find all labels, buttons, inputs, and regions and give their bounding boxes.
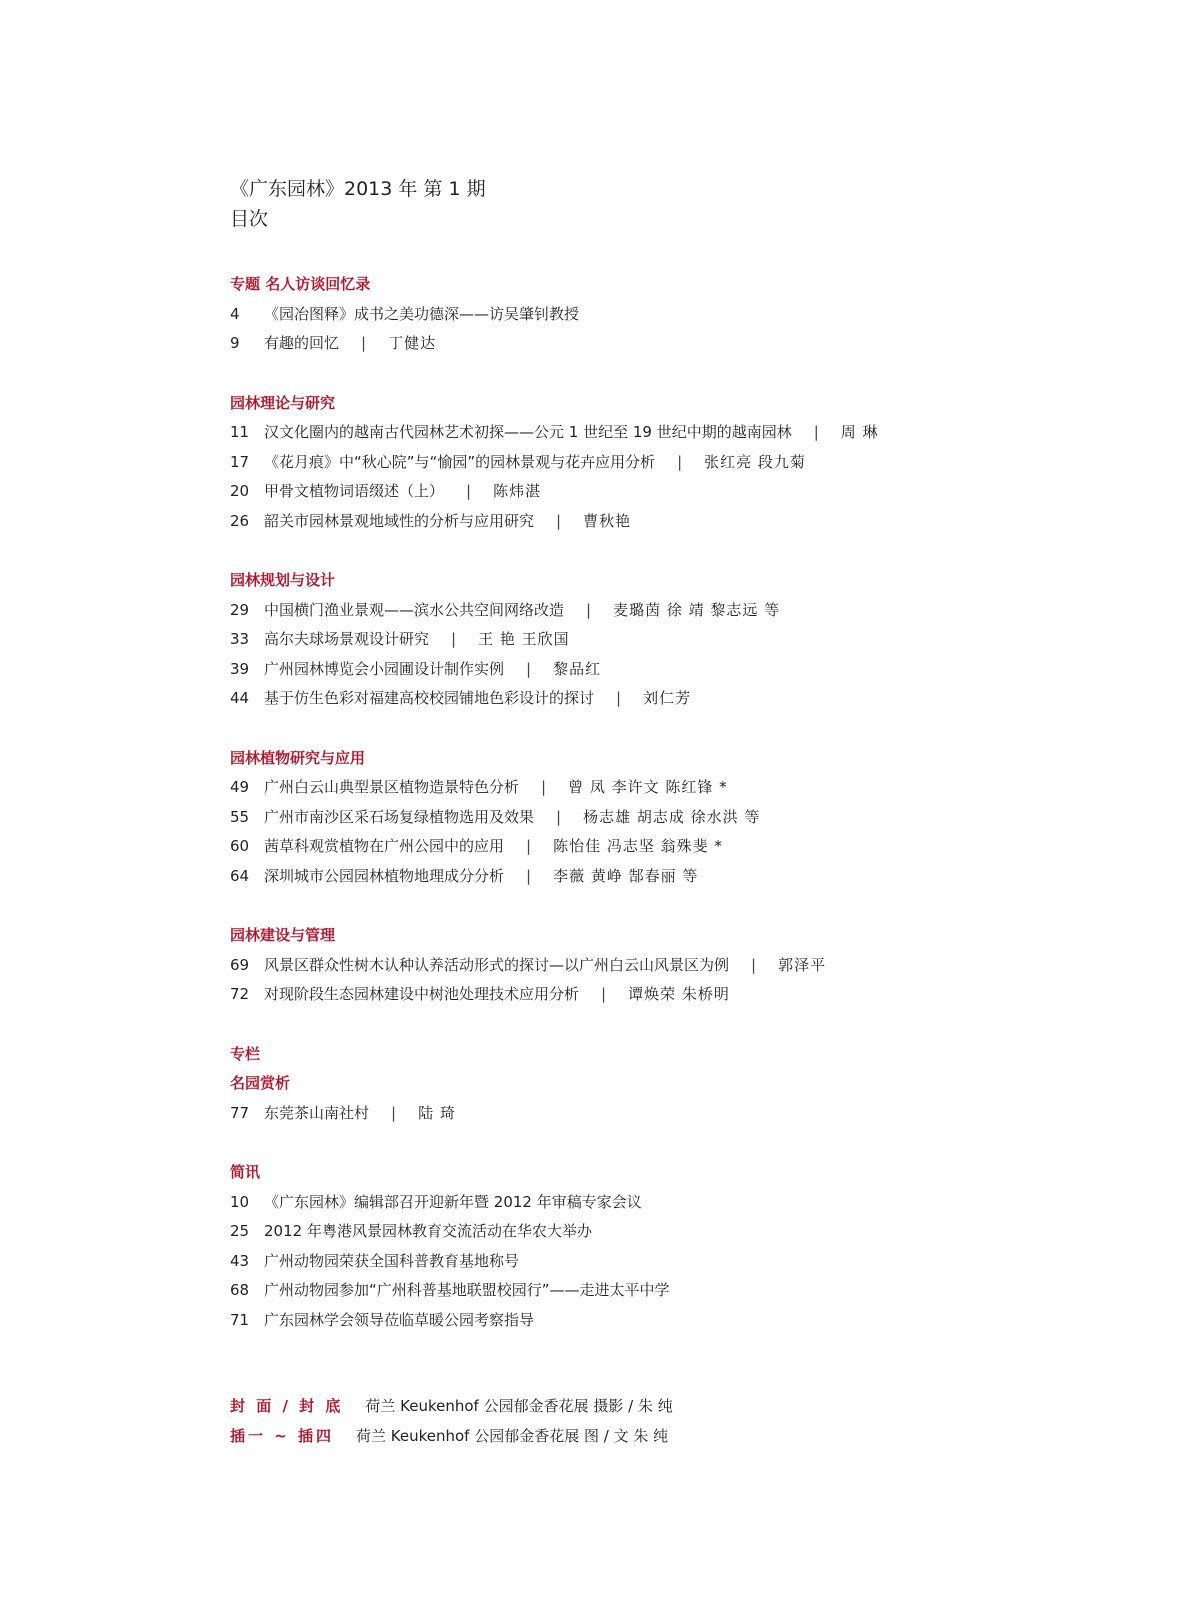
credit-text: 荷兰 Keukenhof 公园郁金香花展 图 / 文 朱 纯 [356, 1426, 669, 1445]
section-heading: 园林建设与管理 [230, 926, 336, 944]
entry-title: 《花月痕》中“秋心院”与“愉园”的园林景观与花卉应用分析 [264, 452, 656, 471]
toc-entry[interactable] [230, 832, 1130, 862]
entry-title: 有趣的回忆 [264, 334, 340, 352]
entry-authors: 陈炜湛 [493, 482, 542, 500]
credit-label: 封 面 / 封 底 [230, 1397, 344, 1415]
entry-separator: | [601, 985, 607, 1003]
entry-page-number: 72 [230, 985, 250, 1003]
entry-authors: 陈怡佳 冯志坚 翁殊斐 * [553, 837, 723, 855]
entry-authors: 张红亮 段九菊 [704, 452, 806, 471]
entry-separator: | [751, 955, 757, 974]
entry-title: 东莞茶山南社村 [264, 1103, 370, 1122]
entry-page-number: 9 [230, 334, 240, 352]
credit-line [230, 1422, 673, 1452]
entry-authors: 杨志雄 胡志成 徐水洪 等 [583, 807, 761, 826]
section-heading: 园林理论与研究 [230, 393, 336, 412]
entry-title: 基于仿生色彩对福建高校校园铺地色彩设计的探讨 [264, 689, 595, 707]
toc-entry[interactable] [230, 980, 1130, 1010]
credit-line [230, 1392, 673, 1422]
entry-authors: 周 琳 [840, 423, 879, 441]
entry-title: 《园冶图释》成书之美功德深——访吴肇钊教授 [264, 304, 580, 323]
entry-separator: | [526, 837, 532, 855]
journal-title: 《广东园林》2013 年 第 1 期 [230, 178, 486, 200]
entry-title: 广州市南沙区采石场复绿植物选用及效果 [264, 807, 535, 826]
entry-authors: 曹秋艳 [583, 511, 632, 530]
entry-separator: | [451, 630, 457, 648]
section-heading: 园林规划与设计 [230, 571, 336, 589]
section-heading: 专题 名人访谈回忆录 [230, 275, 371, 293]
entry-title: 中国横门渔业景观——滨水公共空间网络改造 [264, 600, 565, 619]
entry-title: 对现阶段生态园林建设中树池处理技术应用分析 [264, 985, 580, 1003]
entry-page-number: 17 [230, 452, 250, 471]
entry-authors: 刘仁芳 [643, 689, 692, 707]
toc-entry[interactable] [230, 803, 1130, 833]
toc-entry[interactable] [230, 1099, 1130, 1129]
entry-title: 汉文化圈内的越南古代园林艺术初探——公元 1 世纪至 19 世纪中期的越南园林 [264, 423, 792, 441]
entry-title: 甲骨文植物词语缀述（上） [264, 482, 445, 500]
toc-page [230, 174, 1130, 1365]
entry-page-number: 4 [230, 304, 240, 323]
toc-sections [230, 270, 1130, 1335]
entry-authors: 郭泽平 [778, 955, 827, 974]
entry-title: 广东园林学会领导莅临草暖公园考察指导 [264, 1310, 535, 1329]
credit-text: 荷兰 Keukenhof 公园郁金香花展 摄影 / 朱 纯 [365, 1397, 673, 1415]
entry-authors: 黎品红 [553, 659, 602, 678]
credit-label: 插一 ~ 插四 [230, 1426, 335, 1445]
toc-entry[interactable] [230, 773, 1130, 803]
entry-title: 茜草科观赏植物在广州公园中的应用 [264, 837, 505, 855]
entry-title: 高尔夫球场景观设计研究 [264, 630, 430, 648]
entry-authors: 曾 凤 李许文 陈红锋 * [568, 778, 728, 796]
entry-authors: 陆 琦 [418, 1103, 456, 1122]
entry-separator: | [361, 334, 367, 352]
toc-entry[interactable] [230, 329, 1130, 359]
toc-entry[interactable] [230, 418, 1130, 448]
toc-section [230, 1040, 1130, 1129]
entry-page-number: 69 [230, 955, 250, 974]
toc-section [230, 744, 1130, 892]
toc-entry[interactable] [230, 300, 1130, 330]
entry-page-number: 43 [230, 1251, 250, 1270]
toc-entry[interactable] [230, 507, 1130, 537]
toc-entry[interactable] [230, 655, 1130, 685]
entry-page-number: 64 [230, 866, 250, 885]
entry-authors: 谭焕荣 朱桥明 [628, 985, 730, 1003]
entry-page-number: 39 [230, 659, 250, 678]
entry-separator: | [526, 866, 532, 885]
entry-authors: 王 艳 王欣国 [478, 630, 570, 648]
section-heading: 专栏 [230, 1044, 261, 1063]
entry-page-number: 49 [230, 778, 250, 796]
entry-page-number: 29 [230, 600, 250, 619]
section-subheading: 名园赏析 [230, 1074, 291, 1092]
entry-title: 《广东园林》编辑部召开迎新年暨 2012 年审稿专家会议 [264, 1192, 642, 1211]
entry-page-number: 71 [230, 1310, 250, 1329]
toc-entry[interactable] [230, 1188, 1130, 1218]
toc-entry[interactable] [230, 1276, 1130, 1306]
entry-page-number: 11 [230, 423, 250, 441]
toc-section [230, 1158, 1130, 1335]
entry-title: 广州动物园荣获全国科普教育基地称号 [264, 1251, 520, 1270]
entry-page-number: 60 [230, 837, 250, 855]
toc-label: 目次 [230, 208, 269, 230]
entry-title: 广州白云山典型景区植物造景特色分析 [264, 778, 520, 796]
entry-separator: | [391, 1103, 397, 1122]
entry-title: 广州园林博览会小园圃设计制作实例 [264, 659, 505, 678]
toc-entry[interactable] [230, 684, 1130, 714]
toc-section [230, 389, 1130, 537]
entry-page-number: 25 [230, 1222, 250, 1240]
entry-separator: | [556, 807, 562, 826]
entry-title: 韶关市园林景观地域性的分析与应用研究 [264, 511, 535, 530]
entry-separator: | [541, 778, 547, 796]
toc-entry[interactable] [230, 862, 1130, 892]
entry-page-number: 77 [230, 1103, 250, 1122]
entry-title: 2012 年粤港风景园林教育交流活动在华农大举办 [264, 1222, 592, 1240]
entry-separator: | [526, 659, 532, 678]
toc-entry[interactable] [230, 596, 1130, 626]
toc-entry[interactable] [230, 951, 1130, 981]
entry-page-number: 55 [230, 807, 250, 826]
toc-entry[interactable] [230, 1247, 1130, 1277]
toc-section [230, 270, 1130, 359]
entry-authors: 麦璐茵 徐 靖 黎志远 等 [613, 600, 781, 619]
toc-section [230, 566, 1130, 714]
entry-page-number: 44 [230, 689, 250, 707]
entry-title: 风景区群众性树木认种认养活动形式的探讨—以广州白云山风景区为例 [264, 955, 730, 974]
entry-separator: | [677, 452, 683, 471]
entry-authors: 李薇 黄峥 郜春丽 等 [553, 866, 699, 885]
entry-separator: | [813, 423, 819, 441]
entry-page-number: 10 [230, 1192, 250, 1211]
toc-entry[interactable] [230, 1217, 1130, 1247]
entry-page-number: 33 [230, 630, 250, 648]
entry-separator: | [616, 689, 622, 707]
toc-entry[interactable] [230, 625, 1130, 655]
entry-page-number: 20 [230, 482, 250, 500]
section-heading: 园林植物研究与应用 [230, 748, 366, 767]
entry-separator: | [466, 482, 472, 500]
entry-page-number: 26 [230, 511, 250, 530]
entry-authors: 丁健达 [388, 334, 437, 352]
toc-section [230, 921, 1130, 1010]
entry-page-number: 68 [230, 1281, 250, 1299]
entry-separator: | [586, 600, 592, 619]
entry-separator: | [556, 511, 562, 530]
cover-credits [230, 1392, 673, 1451]
toc-entry[interactable] [230, 448, 1130, 478]
entry-title: 广州动物园参加“广州科普基地联盟校园行”——走进太平中学 [264, 1281, 670, 1299]
section-heading: 简讯 [230, 1163, 261, 1181]
entry-title: 深圳城市公园园林植物地理成分分析 [264, 866, 505, 885]
toc-entry[interactable] [230, 1306, 1130, 1336]
toc-entry[interactable] [230, 477, 1130, 507]
